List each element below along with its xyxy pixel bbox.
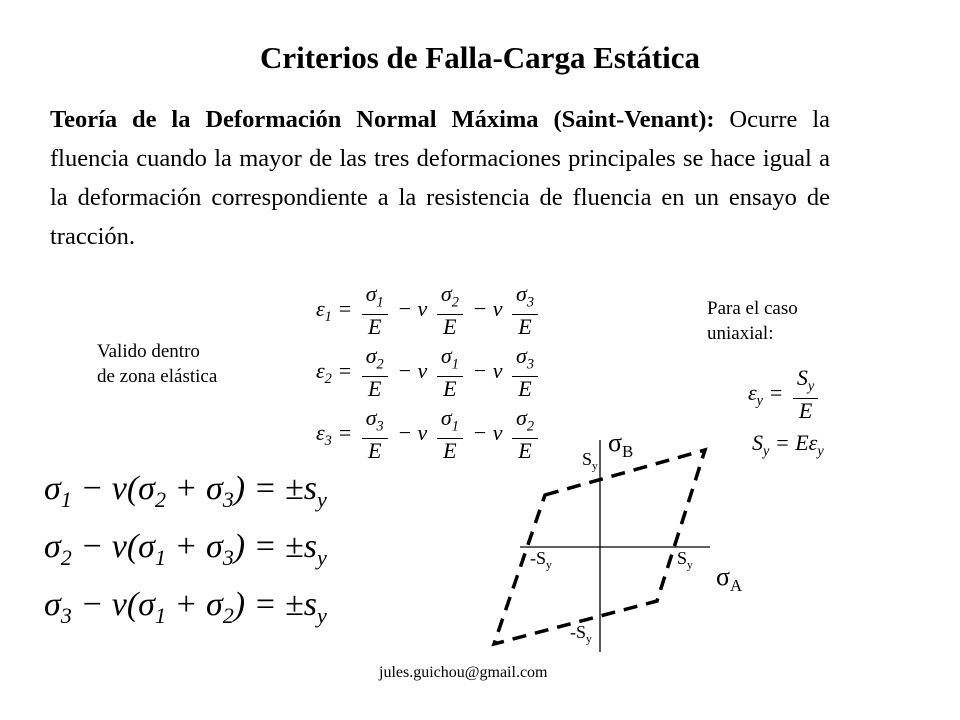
note-line: de zona elástica [97, 366, 218, 387]
note-line: Valido dentro [97, 341, 200, 362]
theory-heading: Teoría de la Deformación Normal Máxima (Saint-Venant): [50, 106, 715, 133]
label-neg-sy-bottom: $-S_y$ [570, 622, 592, 646]
uniaxial-strain-equation: $\varepsilon_y$ = $\frac{S_y}{E}$ [748, 366, 822, 423]
strain-equation-2: $\varepsilon_2$ = $\frac{\sigma_2}{E}$ − ν $\frac{\sigma_1}{E}$ − ν $\frac{\sigma_3}{E}$ [316, 344, 542, 401]
criterion-equation-1: $\sigma_1 - \nu(\sigma_2 + \sigma_3) = \pm s_y$ [44, 470, 327, 512]
author-email: jules.guichou@gmail.com [379, 664, 548, 681]
label-neg-sy-left: $-S_y$ [530, 548, 552, 572]
criterion-equation-3: $\sigma_3 - \nu(\sigma_1 + \sigma_2) = \pm s_y$ [44, 586, 327, 628]
strain-equation-1: $\varepsilon_1$ = $\frac{\sigma_1}{E}$ − ν $\frac{\sigma_2}{E}$ − ν $\frac{\sigma_3}{E}$ [316, 282, 542, 339]
label-sy-top: $S_y$ [582, 449, 598, 473]
criterion-equation-2: $\sigma_2 - \nu(\sigma_1 + \sigma_3) = \pm s_y$ [44, 528, 327, 570]
sigma-b-label: $\sigma_B$ [608, 428, 634, 462]
slide-title: Criterios de Falla-Carga Estática [260, 40, 700, 75]
note-line: uniaxial: [707, 323, 774, 344]
uniaxial-stress-equation: $S_y = E\varepsilon_y$ [752, 430, 824, 460]
note-line: Para el caso [707, 298, 798, 319]
strain-equation-3: $\varepsilon_3$ = $\frac{\sigma_3}{E}$ − ν $\frac{\sigma_1}{E}$ − ν $\frac{\sigma_2}{E}$ [316, 406, 542, 463]
sigma-a-label: $\sigma_A$ [716, 562, 743, 596]
theory-body: Ocurre la fluencia cuando la mayor de las tres deformaciones principales se hace igual a la deformación correspondiente a la resistencia de fluencia en un ensayo de tracción. [50, 106, 830, 250]
label-sy-right: $S_y$ [677, 548, 693, 572]
